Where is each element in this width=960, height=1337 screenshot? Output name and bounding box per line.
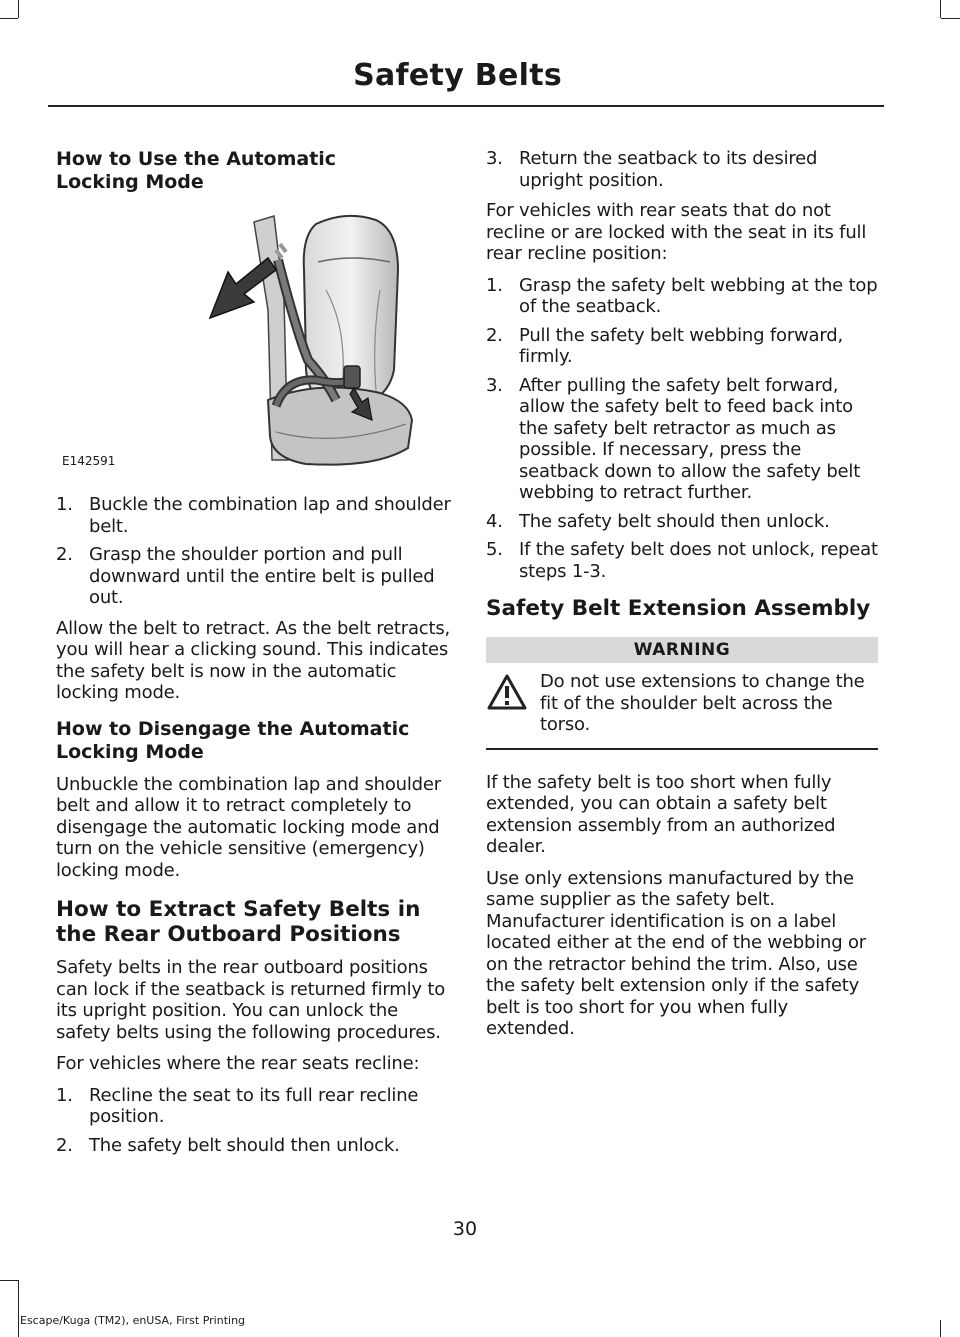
header-rule (48, 105, 884, 107)
warning-text: Do not use extensions to change the fit of the shoulder belt across the torso. (540, 671, 865, 735)
step-text: The safety belt should then unlock. (89, 1134, 400, 1156)
step-text: The safety belt should then unlock. (519, 510, 830, 532)
list-item (56, 1085, 456, 1128)
page-title: Safety Belts (353, 58, 562, 93)
step-number: 5. (486, 539, 503, 560)
crop-mark (0, 1280, 18, 1281)
list-item (486, 325, 878, 368)
auto-lock-steps (56, 494, 456, 609)
recline-steps (56, 1085, 456, 1157)
paragraph-extract: Safety belts in the rear outboard positions can lock if the seatback is returned firmly to its upright position. You can unlock the safety belts using the following procedures. (56, 957, 446, 1043)
list-item (486, 275, 878, 318)
list-item (486, 539, 878, 582)
heading-extension: Safety Belt Extension Assembly (486, 596, 871, 621)
recline-steps-continued (486, 148, 878, 191)
step-text: If the safety belt does not unlock, repeat steps 1-3. (519, 539, 878, 582)
warning-triangle-icon (486, 673, 528, 715)
left-column (56, 148, 456, 1165)
paragraph-allow-retract: Allow the belt to retract. As the belt retracts, you will hear a clicking sound. This indicates the safety belt is now in the automatic locking mode. (56, 617, 451, 703)
list-item (486, 511, 878, 533)
crop-mark (18, 0, 19, 18)
crop-mark (0, 18, 18, 19)
list-item (56, 1135, 456, 1157)
step-text: Grasp the safety belt webbing at the top of the seatback. (519, 274, 878, 317)
step-number: 2. (56, 1134, 73, 1156)
crop-mark (941, 18, 960, 19)
paragraph-no-recline: For vehicles with rear seats that do not recline or are locked with the seat in its full rear recline position: (486, 200, 867, 264)
footer-text: Escape/Kuga (TM2), enUSA, First Printing (20, 1314, 246, 1327)
list-item (486, 375, 878, 504)
step-number: 4. (486, 510, 503, 532)
warning-box (486, 663, 878, 750)
step-text: Recline the seat to its full rear recline position. (89, 1084, 419, 1127)
page-number: 30 (452, 1218, 478, 1240)
step-number: 3. (486, 148, 503, 169)
step-number: 1. (56, 494, 73, 515)
step-text: Pull the safety belt webbing forward, firmly. (519, 324, 844, 367)
no-recline-steps (486, 275, 878, 583)
paragraph-recline: For vehicles where the rear seats recline: (56, 1053, 420, 1074)
step-number: 3. (486, 374, 503, 396)
list-item (486, 148, 878, 191)
heading-auto-lock: How to Use the Automatic Locking Mode (56, 148, 337, 193)
paragraph-use-only: Use only extensions manufactured by the same supplier as the safety belt. Manufacturer identification is on a label located either at the end of the webbing or on the retractor behind the trim. Also, use the safety belt extension only if the safety belt is too short for you when fully extended. (486, 867, 867, 1039)
step-text: Return the seatback to its desired upright position. (519, 148, 818, 191)
right-column (486, 148, 878, 1050)
step-number: 1. (486, 274, 503, 296)
step-text: After pulling the safety belt forward, allow the safety belt to feed back into the safety belt retractor as much as possible. If necessary, press the seatback down to allow the safety belt webbing to retract further. (519, 374, 861, 503)
step-number: 1. (56, 1084, 73, 1106)
paragraph-too-short: If the safety belt is too short when fully extended, you can obtain a safety belt extension assembly from an authorized dealer. (486, 771, 836, 857)
heading-extract: How to Extract Safety Belts in the Rear Outboard Positions (56, 897, 421, 947)
heading-disengage: How to Disengage the Automatic Locking Mode (56, 717, 410, 763)
crop-mark (940, 1320, 941, 1337)
seat-belt-illustration (56, 210, 446, 478)
paragraph-unbuckle: Unbuckle the combination lap and shoulder belt and allow it to retract completely to disengage the automatic locking mode and turn on the vehicle sensitive (emergency) locking mode. (56, 773, 441, 881)
list-item (56, 544, 456, 609)
step-text: Buckle the combination lap and shoulder belt. (89, 494, 451, 537)
crop-mark (18, 1280, 19, 1337)
list-item (56, 494, 456, 537)
figure-code: E142591 (62, 454, 116, 468)
step-number: 2. (56, 544, 73, 565)
step-number: 2. (486, 324, 503, 346)
seat-illustration-icon (176, 210, 446, 478)
warning-label: WARNING (486, 637, 878, 663)
crop-mark (940, 0, 941, 18)
step-text: Grasp the shoulder portion and pull downward until the entire belt is pulled out. (89, 544, 435, 608)
